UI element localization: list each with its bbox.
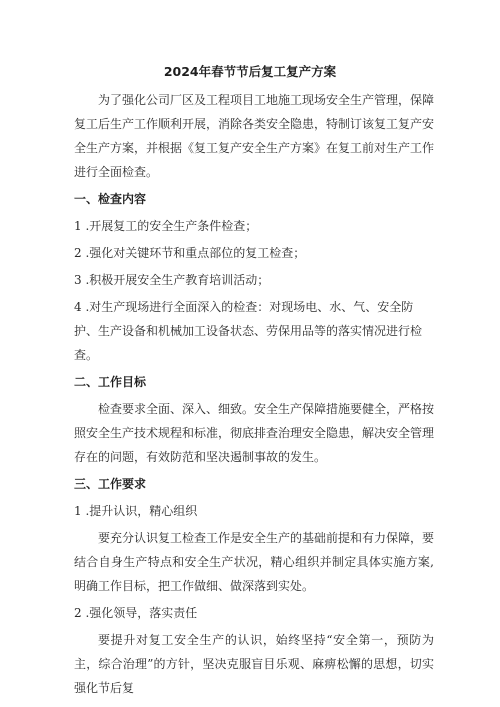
inspection-item-1: 1 .开展复工的安全生产条件检查； [74, 219, 258, 233]
inspection-item-3: 3 .积极开展安全生产教育培训活动； [74, 273, 270, 287]
requirement-1-title: 1 .提升认识，精心组织 [74, 504, 198, 518]
requirement-2-paragraph: 要提升对复工安全生产的认识，始终坚持“安全第一，预防为主，综合治理”的方针，坚决克服盲目乐观、麻痹松懈的思想，切实强化节后复 [74, 633, 434, 695]
inspection-item-2: 2 .强化对关键环节和重点部位的复工检查； [74, 246, 306, 260]
document-title: 2024年春节节后复工复产方案 [163, 64, 337, 79]
inspection-item-4: 4 .对生产现场进行全面深入的检查：对现场电、水、气、安全防护、生产设备和机械加工设备状态、劳保用品等的落实情况进行检查。 [74, 300, 423, 362]
document-body [74, 88, 434, 700]
requirement-2-title: 2 .强化领导，落实责任 [74, 606, 198, 620]
goals-paragraph: 检查要求全面、深入、细致。安全生产保障措施要健全，严格按照安全生产技术规程和标准，彻底排查治理安全隐患，解决安全管理存在的问题，有效防范和坚决遏制事故的发生。 [74, 402, 435, 464]
intro-paragraph: 为了强化公司厂区及工程项目工地施工现场安全生产管理，保障复工后生产工作顺利开展，消除各类安全隐患，特制订该复工复产安全生产方案，并根据《复工复产安全生产方案》在复工前对生产工作进行全面检查。 [74, 93, 435, 179]
requirement-1-paragraph: 要充分认识复工检查工作是安全生产的基础前提和有力保障，要结合自身生产特点和安全生产状况，精心组织并制定具体实施方案,明确工作目标，把工作做细、做深落到实处。 [74, 531, 435, 593]
section-heading-goals: 二、工作目标 [74, 375, 147, 389]
section-heading-requirements: 三、工作要求 [74, 477, 147, 491]
section-heading-inspection: 一、检查内容 [74, 192, 147, 206]
